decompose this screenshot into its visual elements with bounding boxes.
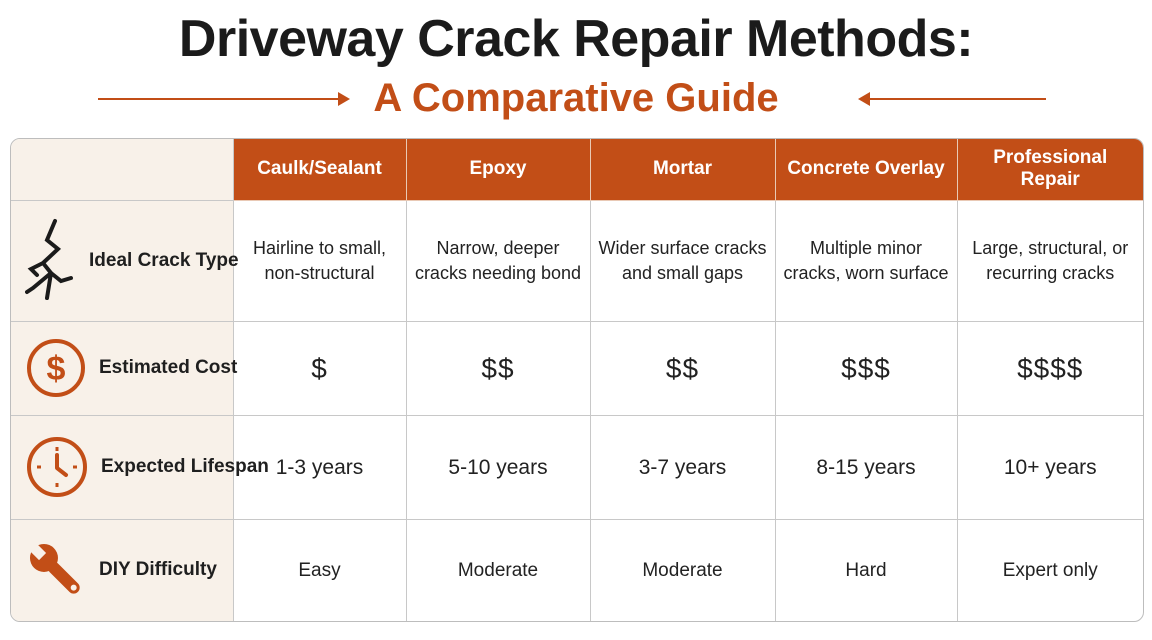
table-cell: Hard — [775, 519, 957, 621]
table-cell: 1-3 years — [233, 415, 406, 519]
table-cell: Large, structural, or recurring cracks — [957, 200, 1143, 321]
subtitle-row — [0, 72, 1152, 124]
crack-icon — [25, 218, 77, 304]
row-label: DIY Difficulty — [99, 559, 217, 581]
table-cell: $$ — [406, 321, 590, 415]
table-cell: 8-15 years — [775, 415, 957, 519]
page-title: Driveway Crack Repair Methods: — [178, 10, 974, 68]
header-row — [11, 139, 1143, 200]
table-row — [11, 415, 1143, 519]
clock-icon — [25, 435, 89, 499]
corner-cell — [11, 139, 233, 200]
table-cell: Wider surface cracks and small gaps — [590, 200, 775, 321]
table-cell: Hairline to small, non-structural — [233, 200, 406, 321]
table-cell: $$$$ — [957, 321, 1143, 415]
dollar-icon — [25, 337, 87, 399]
table-row — [11, 321, 1143, 415]
column-header-epoxy: Epoxy — [406, 139, 590, 200]
table-cell: $$$ — [775, 321, 957, 415]
row-header-crack-type — [11, 200, 239, 321]
table-cell: Expert only — [957, 519, 1143, 621]
table-cell: Easy — [233, 519, 406, 621]
table-cell: Multiple minor cracks, worn surface — [775, 200, 957, 321]
table-cell: 10+ years — [957, 415, 1143, 519]
column-header-mortar: Mortar — [590, 139, 775, 200]
table-cell: Moderate — [406, 519, 590, 621]
table-cell: 3-7 years — [590, 415, 775, 519]
table-row — [11, 519, 1143, 621]
table-cell: 5-10 years — [406, 415, 590, 519]
wrench-icon — [25, 537, 87, 603]
table-cell: $ — [233, 321, 406, 415]
table-cell: Narrow, deeper cracks needing bond — [406, 200, 590, 321]
table-row — [11, 200, 1143, 321]
table-cell: Moderate — [590, 519, 775, 621]
column-header-overlay: Concrete Overlay — [775, 139, 957, 200]
right-rule — [862, 98, 1046, 100]
column-header-caulk: Caulk/Sealant — [233, 139, 406, 200]
row-header-difficulty — [11, 519, 233, 621]
column-header-professional: Professional Repair — [957, 139, 1143, 200]
page-subtitle: A Comparative Guide — [373, 76, 779, 120]
table-cell: $$ — [590, 321, 775, 415]
row-label: Ideal Crack Type — [89, 249, 239, 271]
row-header-lifespan — [11, 415, 269, 519]
row-label: Expected Lifespan — [101, 456, 269, 477]
row-label: Estimated Cost — [99, 357, 238, 378]
svg-text:$: $ — [46, 350, 66, 388]
row-header-cost — [11, 321, 238, 415]
comparison-table — [10, 138, 1144, 622]
